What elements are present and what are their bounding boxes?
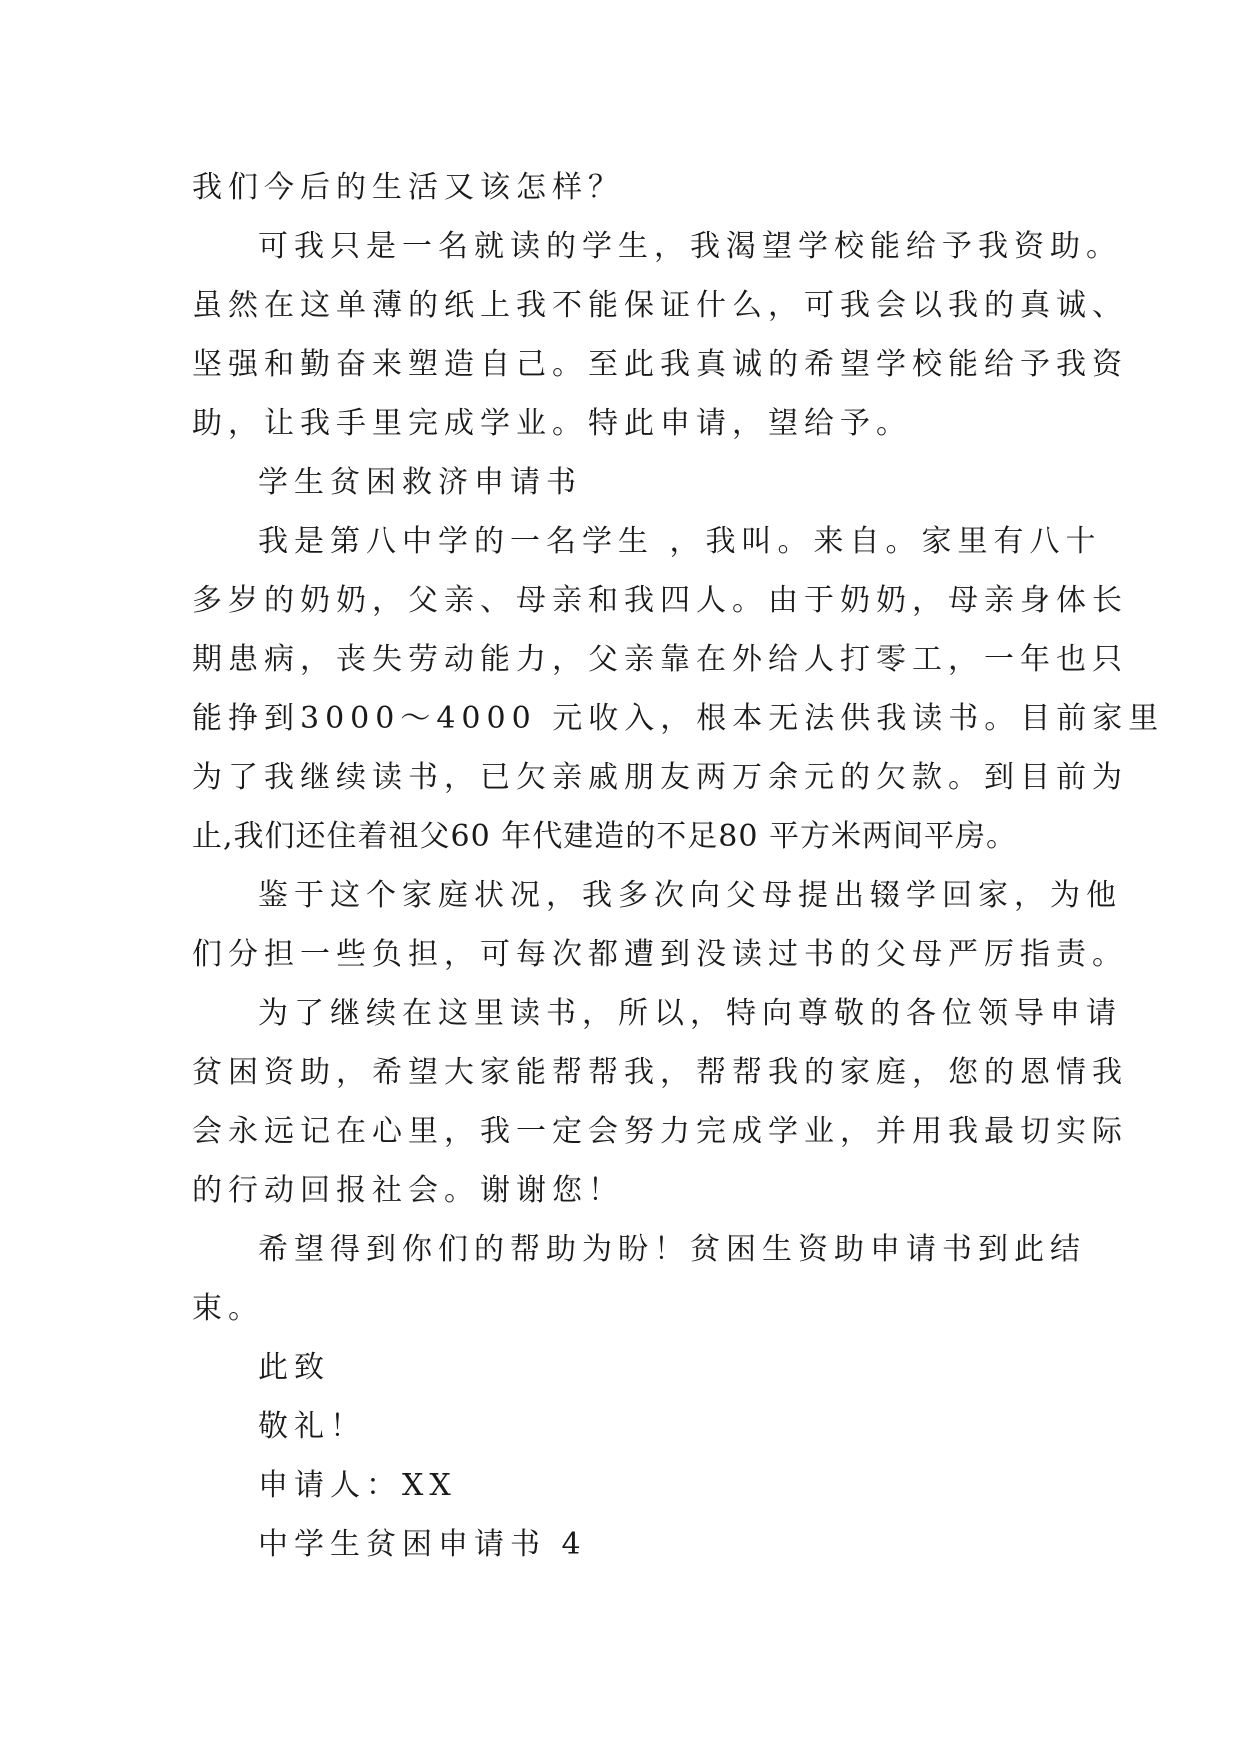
text-line: 可我只是一名就读的学生，我渴望学校能给予我资助。 bbox=[258, 229, 1122, 264]
closing-salutation: 此致 bbox=[258, 1350, 330, 1385]
text-line: 贫困资助，希望大家能帮帮我，帮帮我的家庭，您的恩情我 bbox=[192, 1055, 1128, 1090]
text-line: 我们今后的生活又该怎样？ bbox=[192, 170, 624, 205]
text-line: 助，让我手里完成学业。特此申请，望给予。 bbox=[192, 406, 912, 441]
text-line: 希望得到你们的帮助为盼！贫困生资助申请书到此结 bbox=[258, 1232, 1086, 1267]
section-title: 中学生贫困申请书 4 bbox=[258, 1527, 587, 1562]
text-line: 止,我们还住着祖父60 年代建造的不足80 平方米两间平房。 bbox=[192, 819, 1017, 854]
text-line: 们分担一些负担，可每次都遭到没读过书的父母严厉指责。 bbox=[192, 937, 1128, 972]
text-line: 能挣到3000～4000 元收入，根本无法供我读书。目前家里 bbox=[192, 701, 1165, 736]
text-line: 期患病，丧失劳动能力，父亲靠在外给人打零工，一年也只 bbox=[192, 642, 1128, 677]
applicant-signature: 申请人：XX bbox=[258, 1468, 457, 1503]
text-line: 坚强和勤奋来塑造自己。至此我真诚的希望学校能给予我资 bbox=[192, 347, 1128, 382]
text-line: 会永远记在心里，我一定会努力完成学业，并用我最切实际 bbox=[192, 1114, 1128, 1149]
text-line: 为了我继续读书，已欠亲戚朋友两万余元的欠款。到目前为 bbox=[192, 760, 1128, 795]
text-line: 多岁的奶奶，父亲、母亲和我四人。由于奶奶，母亲身体长 bbox=[192, 583, 1128, 618]
text-line: 束。 bbox=[192, 1291, 264, 1326]
text-line: 为了继续在这里读书，所以，特向尊敬的各位领导申请 bbox=[258, 996, 1122, 1031]
text-line: 鉴于这个家庭状况，我多次向父母提出辍学回家，为他 bbox=[258, 878, 1122, 913]
text-line: 的行动回报社会。谢谢您！ bbox=[192, 1173, 624, 1208]
text-line: 我是第八中学的一名学生 ，我叫。来自。家里有八十 bbox=[258, 524, 1102, 559]
text-line: 虽然在这单薄的纸上我不能保证什么，可我会以我的真诚、 bbox=[192, 288, 1128, 323]
section-title: 学生贫困救济申请书 bbox=[258, 465, 582, 500]
closing-regards: 敬礼！ bbox=[258, 1409, 366, 1444]
document-body bbox=[192, 158, 1165, 1574]
